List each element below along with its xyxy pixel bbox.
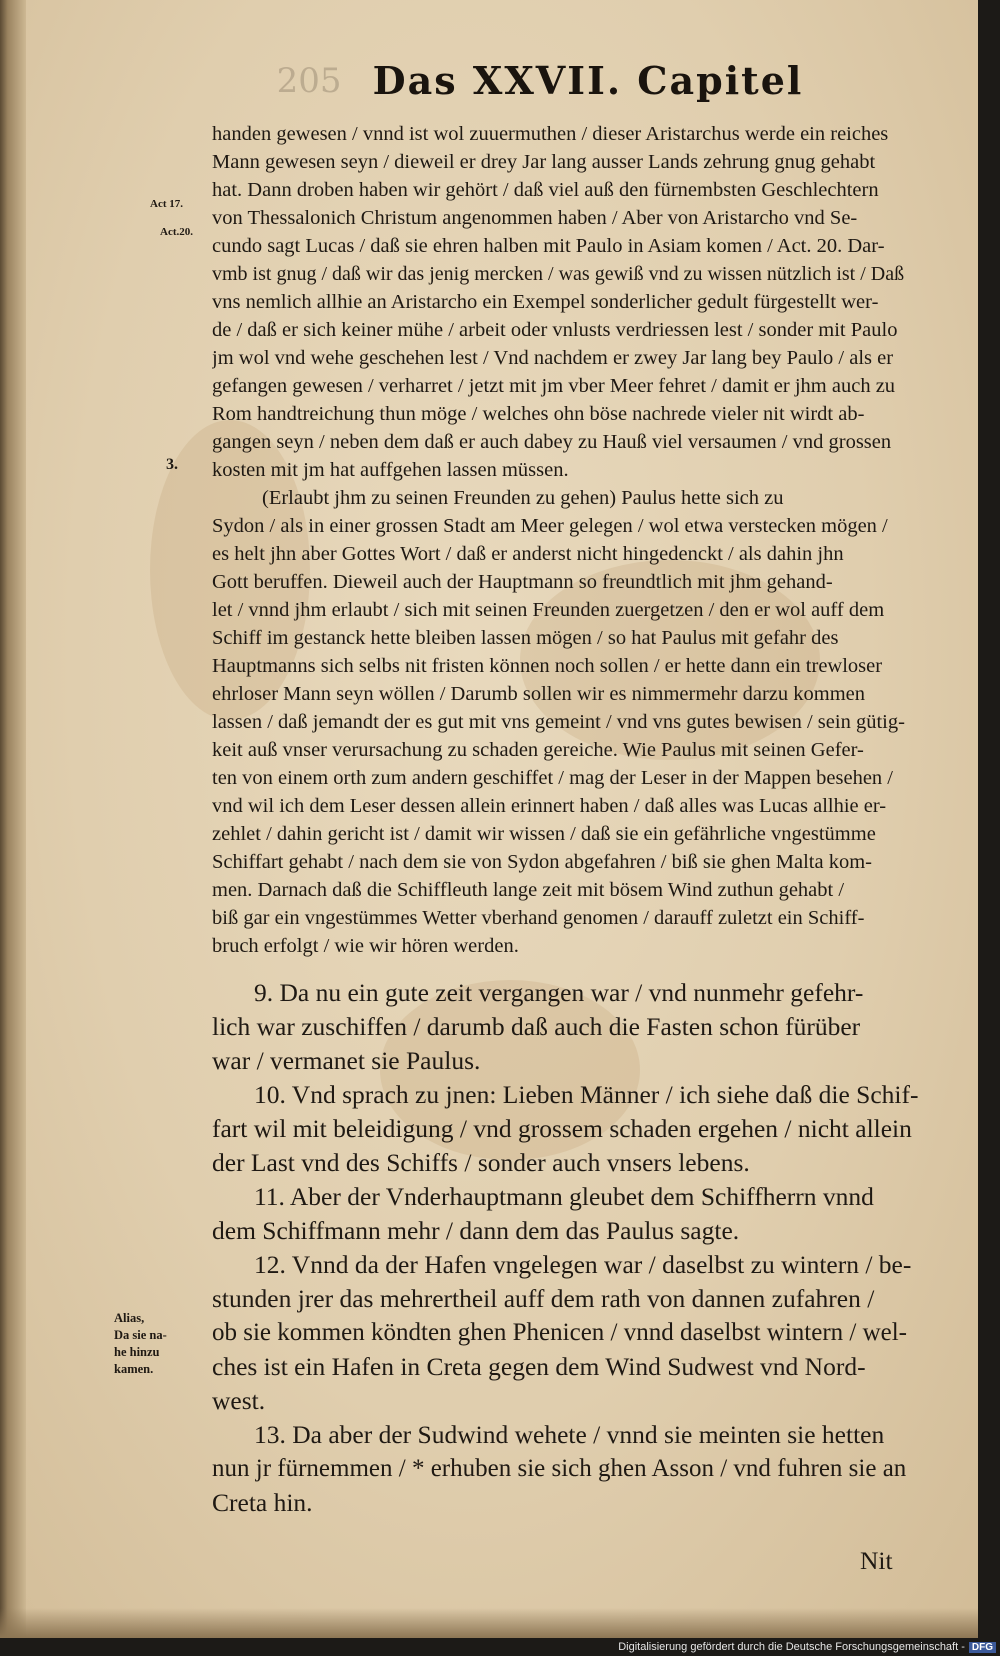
- commentary-line: Schiff im gestanck hette bleiben lassen mögen / so hat Paulus mit gefahr des: [212, 627, 839, 649]
- chapter-title: Das XXVII. Capitel: [372, 58, 804, 103]
- margin-paragraph-mark: 3.: [166, 456, 178, 473]
- margin-ref-act20: Act.20.: [160, 226, 193, 238]
- scripture-verse-line: 13. Da aber der Sudwind wehete / vnnd sie meinten sie hetten: [254, 1420, 885, 1449]
- scripture-verse-line: fart wil mit beleidigung / vnd grossem schaden ergehen / nicht allein: [212, 1114, 912, 1143]
- scripture-verse-line: 10. Vnd sprach zu jnen: Lieben Männer / ich siehe daß die Schif-: [254, 1080, 918, 1109]
- catchword: Nit: [860, 1546, 893, 1575]
- commentary-line: zehlet / dahin gericht ist / damit wir wissen / daß sie ein gefährliche vngestümme: [212, 823, 876, 845]
- commentary-line: biß gar ein vngestümmes Wetter vberhand genomen / darauff zuletzt ein Schiff-: [212, 907, 865, 929]
- scripture-verse-line: west.: [212, 1386, 266, 1415]
- scripture-verse-line: 9. Da nu ein gute zeit vergangen war / vnd nunmehr gefehr-: [254, 978, 864, 1007]
- commentary-line: von Thessalonich Christum angenommen haben / Aber von Aristarcho vnd Se-: [212, 207, 858, 229]
- page-number: 205: [276, 60, 342, 101]
- scripture-verse-line: ob sie kommen köndten ghen Phenicen / vnnd daselbst wintern / wel-: [212, 1319, 908, 1346]
- commentary-line: de / daß er sich keiner mühe / arbeit oder vnlusts verdriessen lest / sonder mit Paulo: [212, 319, 898, 341]
- credit-text: Digitalisierung gefördert durch die Deutsche Forschungsgemeinschaft -: [618, 1641, 965, 1653]
- commentary-line: vns nemlich allhie an Aristarcho ein Exempel sonderlicher gedult fürgestellt wer-: [212, 291, 879, 313]
- margin-ref-act17: Act 17.: [150, 198, 183, 210]
- commentary-line: handen gewesen / vnnd ist wol zuuermuthen / dieser Aristarchus werde ein reiches: [212, 123, 889, 145]
- commentary-line: Schiffart gehabt / nach dem sie von Sydon abgefahren / biß sie ghen Malta kom-: [212, 851, 873, 873]
- margin-alias-line: Alias,: [114, 1311, 145, 1325]
- page-gutter-shadow: [0, 0, 26, 1638]
- dfg-logo: DFG: [969, 1642, 996, 1653]
- commentary-line: Hauptmanns sich selbs nit fristen können noch sollen / er hette dann ein trewloser: [212, 655, 883, 677]
- commentary-line: vnd wil ich dem Leser dessen allein erinnert haben / daß alles was Lucas allhie er-: [212, 795, 887, 817]
- scripture-verse-line: dem Schiffmann mehr / dann dem das Paulus sagte.: [212, 1216, 740, 1245]
- commentary-line: vmb ist gnug / daß wir das jenig mercken / was gewiß vnd zu wissen nützlich ist / Daß: [212, 263, 905, 285]
- commentary-line: men. Darnach daß die Schiffleuth lange zeit mit bösem Wind zuthun gehabt /: [212, 879, 845, 901]
- margin-alias-line: Da sie na-: [114, 1328, 167, 1342]
- scripture-verse-line: stunden jrer das mehrertheil auff dem rath von dannen zufahren /: [212, 1284, 875, 1313]
- digitization-credit: [600, 1641, 996, 1656]
- margin-alias-line: kamen.: [114, 1362, 154, 1376]
- commentary-line: Gott beruffen. Dieweil auch der Hauptmann so freundtlich mit jhm gehand-: [212, 571, 833, 593]
- commentary-line: keit auß vnser verursachung zu schaden gereiche. Wie Paulus mit seinen Gefer-: [212, 739, 864, 761]
- page-bottom-shadow: [0, 1608, 978, 1638]
- scripture-verse-line: 12. Vnnd da der Hafen vngelegen war / daselbst zu wintern / be-: [254, 1250, 912, 1279]
- scripture-verse-line: der Last vnd des Schiffs / sonder auch vnsers lebens.: [212, 1148, 750, 1177]
- commentary-line: ten von einem orth zum andern geschiffet / mag der Leser in der Mappen besehen /: [212, 767, 894, 789]
- margin-alias-note: [114, 1310, 167, 1378]
- commentary-line: cundo sagt Lucas / daß sie ehren halben mit Paulo in Asiam komen / Act. 20. Dar-: [212, 235, 885, 257]
- scripture-verse-line: 11. Aber der Vnderhauptmann gleubet dem Schiffherrn vnnd: [254, 1182, 874, 1211]
- scripture-verse-line: lich war zuschiffen / darumb daß auch die Fasten schon fürüber: [212, 1012, 861, 1041]
- commentary-line: hat. Dann droben haben wir gehört / daß viel auß den fürnembsten Geschlechtern: [212, 179, 879, 201]
- commentary-line: Sydon / als in einer grossen Stadt am Meer gelegen / wol etwa verstecken mögen /: [212, 515, 888, 537]
- scripture-verse-line: Creta hin.: [212, 1488, 313, 1517]
- commentary-line: kosten mit jm hat auffgehen lassen müssen.: [212, 459, 569, 481]
- scripture-verse-line: ches ist ein Hafen in Creta gegen dem Wind Sudwest vnd Nord-: [212, 1352, 866, 1381]
- commentary-line: let / vnnd jhm erlaubt / sich mit seinen Freunden zuergetzen / den er wol auff dem: [212, 599, 885, 621]
- margin-alias-line: he hinzu: [114, 1345, 160, 1359]
- commentary-line: gangen seyn / neben dem daß er auch dabey zu Hauß viel versaumen / vnd grossen: [212, 431, 892, 453]
- commentary-line: gefangen gewesen / verharret / jetzt mit jm vber Meer fehret / damit er jhm auch zu: [212, 375, 896, 397]
- commentary-line: Rom handtreichung thun möge / welches ohn böse nachrede vieler nit wirdt ab-: [212, 403, 865, 425]
- running-header: [190, 58, 890, 110]
- commentary-line: Mann gewesen seyn / dieweil er drey Jar lang ausser Lands zehrung gnug gehabt: [212, 151, 876, 173]
- commentary-line: ehrloser Mann seyn wöllen / Darumb sollen wir es nimmermehr darzu kommen: [212, 683, 865, 705]
- commentary-lemma-line: (Erlaubt jhm zu seinen Freunden zu gehen) Paulus hette sich zu: [262, 487, 784, 509]
- scripture-verse-line: war / vermanet sie Paulus.: [212, 1046, 481, 1075]
- commentary-line: jm wol vnd wehe geschehen lest / Vnd nachdem er zwey Jar lang bey Paulo / als er: [212, 347, 894, 369]
- commentary-line: es helt jhn aber Gottes Wort / daß er anderst nicht hingedenckt / als dahin jhn: [212, 543, 844, 565]
- scripture-verse-line: nun jr fürnemmen / * erhuben sie sich ghen Asson / vnd fuhren sie an: [212, 1455, 907, 1482]
- commentary-line: bruch erfolgt / wie wir hören werden.: [212, 935, 519, 957]
- commentary-line: lassen / daß jemandt der es gut mit vns gemeint / vnd vns gutes bewisen / sein gütig-: [212, 711, 905, 733]
